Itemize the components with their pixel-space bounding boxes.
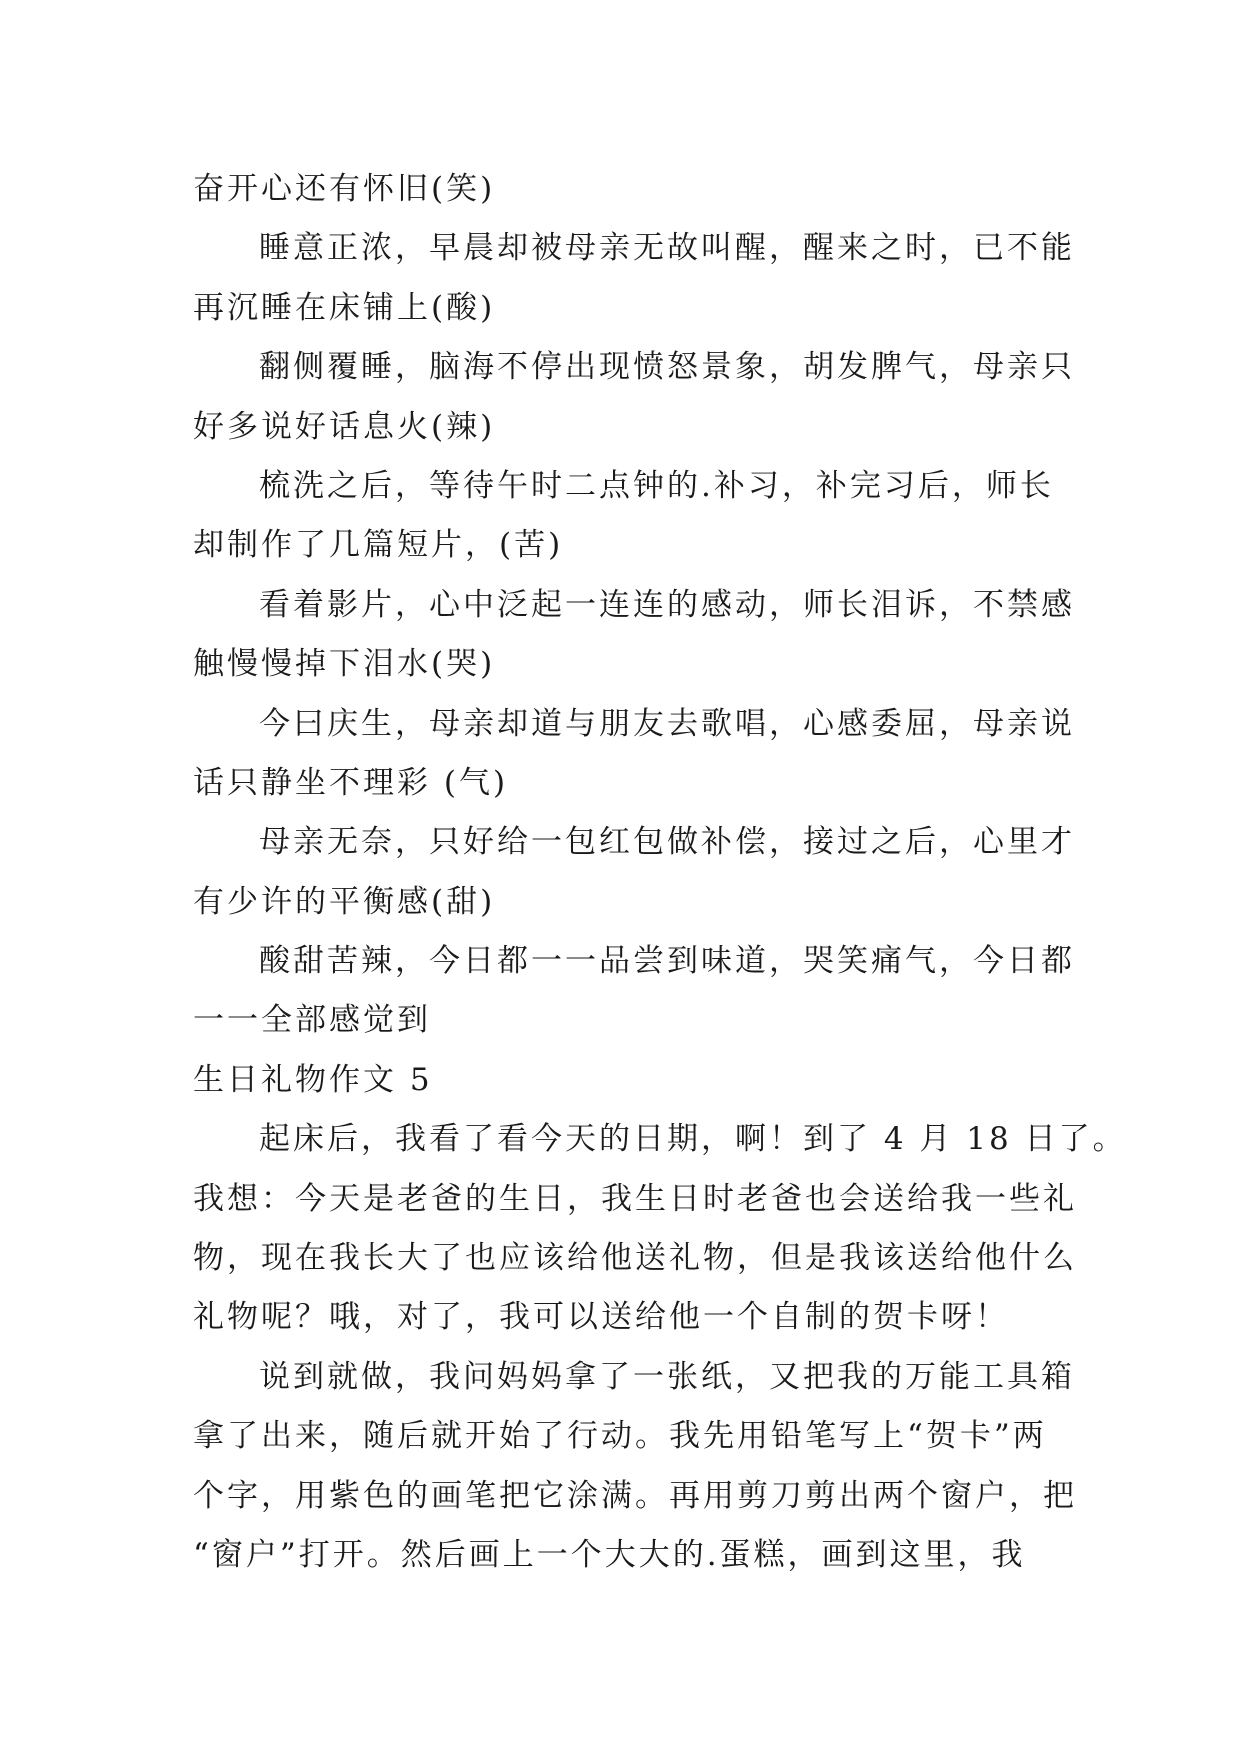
document-body bbox=[193, 160, 1127, 1585]
text-line: 母亲无奈，只好给一包红包做补偿，接过之后，心里才 bbox=[259, 824, 1075, 861]
text-line: 我想：今天是老爸的生日，我生日时老爸也会送给我一些礼 bbox=[193, 1180, 1077, 1217]
text-line: 翻侧覆睡，脑海不停出现愤怒景象，胡发脾气，母亲只 bbox=[259, 349, 1075, 386]
text-line: 有少许的平衡感(甜) bbox=[193, 883, 496, 920]
text-line: 话只静坐不理彩 (气) bbox=[193, 764, 509, 801]
text-line: 好多说好话息火(辣) bbox=[193, 408, 496, 445]
text-line: 个字，用紫色的画笔把它涂满。再用剪刀剪出两个窗户，把 bbox=[193, 1477, 1077, 1514]
text-line: 再沉睡在床铺上(酸) bbox=[193, 289, 496, 326]
text-line: 物，现在我长大了也应该给他送礼物，但是我该送给他什么 bbox=[193, 1240, 1077, 1277]
text-line: 礼物呢？哦，对了，我可以送给他一个自制的贺卡呀！ bbox=[193, 1299, 1009, 1336]
section-heading: 生日礼物作文 5 bbox=[193, 1061, 433, 1098]
text-line: 却制作了几篇短片，(苦) bbox=[193, 527, 564, 564]
text-line: 拿了出来，随后就开始了行动。我先用铅笔写上“贺卡”两 bbox=[193, 1418, 1047, 1455]
text-line: 起床后，我看了看今天的日期，啊！到了 4 月 18 日了。 bbox=[259, 1121, 1127, 1158]
text-line: 说到就做，我问妈妈拿了一张纸，又把我的万能工具箱 bbox=[259, 1358, 1075, 1395]
text-line: 今曰庆生，母亲却道与朋友去歌唱，心感委屈，母亲说 bbox=[259, 705, 1075, 742]
text-line: “窗户”打开。然后画上一个大大的.蛋糕，画到这里，我 bbox=[193, 1536, 1026, 1573]
text-line: 看着影片，心中泛起一连连的感动，师长泪诉，不禁感 bbox=[259, 586, 1075, 623]
text-line: 一一全部感觉到 bbox=[193, 1002, 431, 1039]
text-line: 酸甜苦辣，今日都一一品尝到味道，哭笑痛气，今日都 bbox=[259, 943, 1075, 980]
text-line: 触慢慢掉下泪水(哭) bbox=[193, 646, 496, 683]
text-line: 梳洗之后，等待午时二点钟的.补习，补完习后，师长 bbox=[259, 467, 1054, 504]
text-line: 睡意正浓，早晨却被母亲无故叫醒，醒来之时，已不能 bbox=[259, 230, 1075, 267]
text-line: 奋开心还有怀旧(笑) bbox=[193, 171, 496, 207]
